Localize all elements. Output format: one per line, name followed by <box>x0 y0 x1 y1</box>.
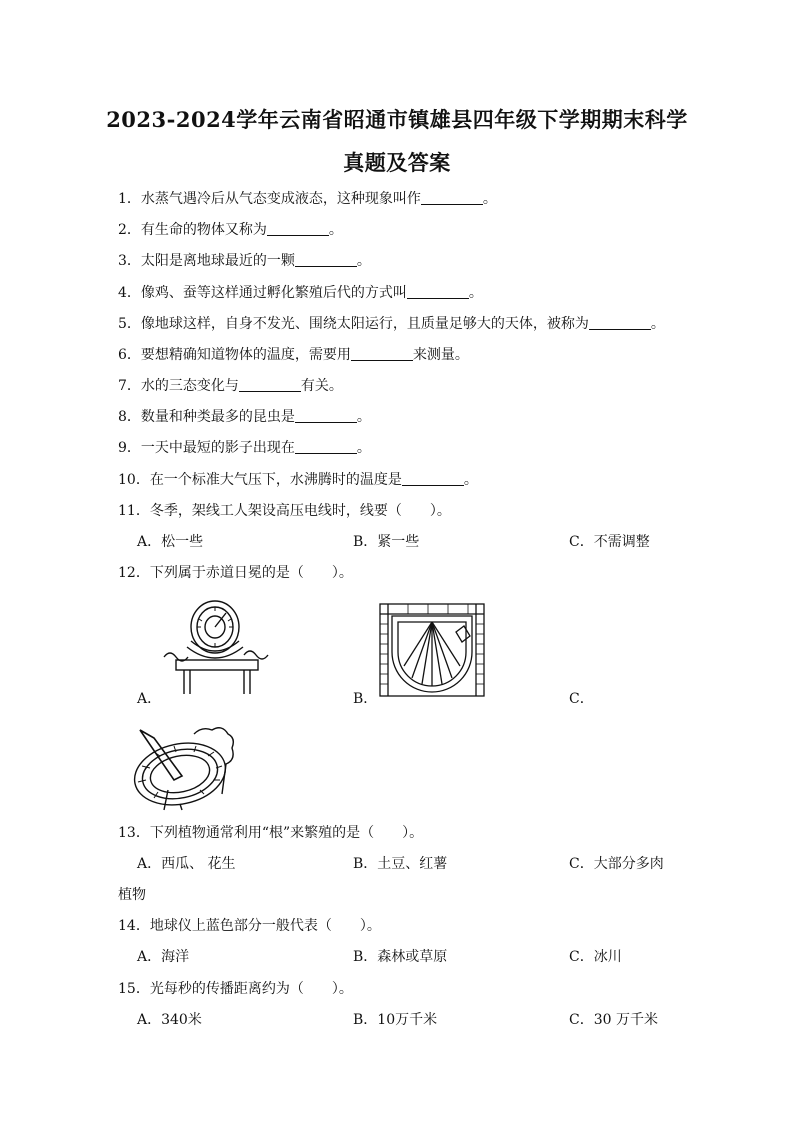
sundial-c-illustration <box>124 724 236 812</box>
sundial-a-illustration <box>160 597 270 697</box>
q12-option-c[interactable]: C． <box>569 691 594 707</box>
q14-option-a[interactable]: A．海洋 <box>137 949 190 965</box>
q11-option-a[interactable]: A．松一些 <box>137 534 204 550</box>
answer-blank <box>295 252 357 267</box>
q12-option-b[interactable]: B． <box>353 691 378 707</box>
q14-option-c[interactable]: C．冰川 <box>569 949 622 965</box>
question-8: 8．数量和种类最多的昆虫是 。 <box>118 409 371 425</box>
question-15: 15．光每秒的传播距离约为（ ）。 <box>118 981 353 997</box>
answer-blank <box>421 190 483 205</box>
q11-option-b[interactable]: B．紧一些 <box>353 534 420 550</box>
question-13: 13．下列植物通常利用“根”来繁殖的是（ ）。 <box>118 825 424 841</box>
question-9: 9．一天中最短的影子出现在 。 <box>118 440 371 456</box>
sundial-b-illustration <box>378 602 486 698</box>
answer-blank <box>295 439 357 454</box>
answer-blank <box>402 471 464 486</box>
q13-option-b[interactable]: B．土豆、红薯 <box>353 856 448 872</box>
question-6: 6．要想精确知道物体的温度，需要用 来测量。 <box>118 347 469 363</box>
question-14: 14．地球仪上蓝色部分一般代表（ ）。 <box>118 918 381 934</box>
q13-option-a[interactable]: A．西瓜、 花生 <box>137 856 236 872</box>
question-7: 7．水的三态变化与 有关。 <box>118 378 343 394</box>
q14-option-b[interactable]: B．森林或草原 <box>353 949 448 965</box>
exam-title-line1: 2023-2024学年云南省昭通市镇雄县四年级下学期期末科学 <box>106 107 688 132</box>
exam-title-line2: 真题及答案 <box>343 150 451 175</box>
answer-blank <box>239 377 301 392</box>
q11-option-c[interactable]: C．不需调整 <box>569 534 650 550</box>
q12-option-a[interactable]: A． <box>137 691 162 707</box>
question-10: 10．在一个标准大气压下，水沸腾时的温度是 。 <box>118 472 478 488</box>
question-4: 4．像鸡、蚕等这样通过孵化繁殖后代的方式叫 。 <box>118 285 483 301</box>
question-5: 5．像地球这样，自身不发光、围绕太阳运行，且质量足够大的天体，被称为 。 <box>118 316 665 332</box>
answer-blank <box>267 221 329 236</box>
question-3: 3．太阳是离地球最近的一颗 。 <box>118 253 371 269</box>
q15-option-c[interactable]: C．30 万千米 <box>569 1012 658 1028</box>
answer-blank <box>407 284 469 299</box>
question-2: 2．有生命的物体又称为 。 <box>118 222 343 238</box>
answer-blank <box>295 408 357 423</box>
answer-blank <box>351 346 413 361</box>
q13-option-c[interactable]: C．大部分多肉 <box>569 856 664 872</box>
question-12: 12．下列属于赤道日冕的是（ ）。 <box>118 565 353 581</box>
question-1: 1．水蒸气遇冷后从气态变成液态，这种现象叫作 。 <box>118 191 497 207</box>
q13-option-c-wrap: 植物 <box>118 887 146 903</box>
q15-option-b[interactable]: B．10万千米 <box>353 1012 438 1028</box>
answer-blank <box>589 315 651 330</box>
question-11: 11．冬季，架线工人架设高压电线时，线要（ ）。 <box>118 503 451 519</box>
q15-option-a[interactable]: A．340米 <box>137 1012 202 1028</box>
